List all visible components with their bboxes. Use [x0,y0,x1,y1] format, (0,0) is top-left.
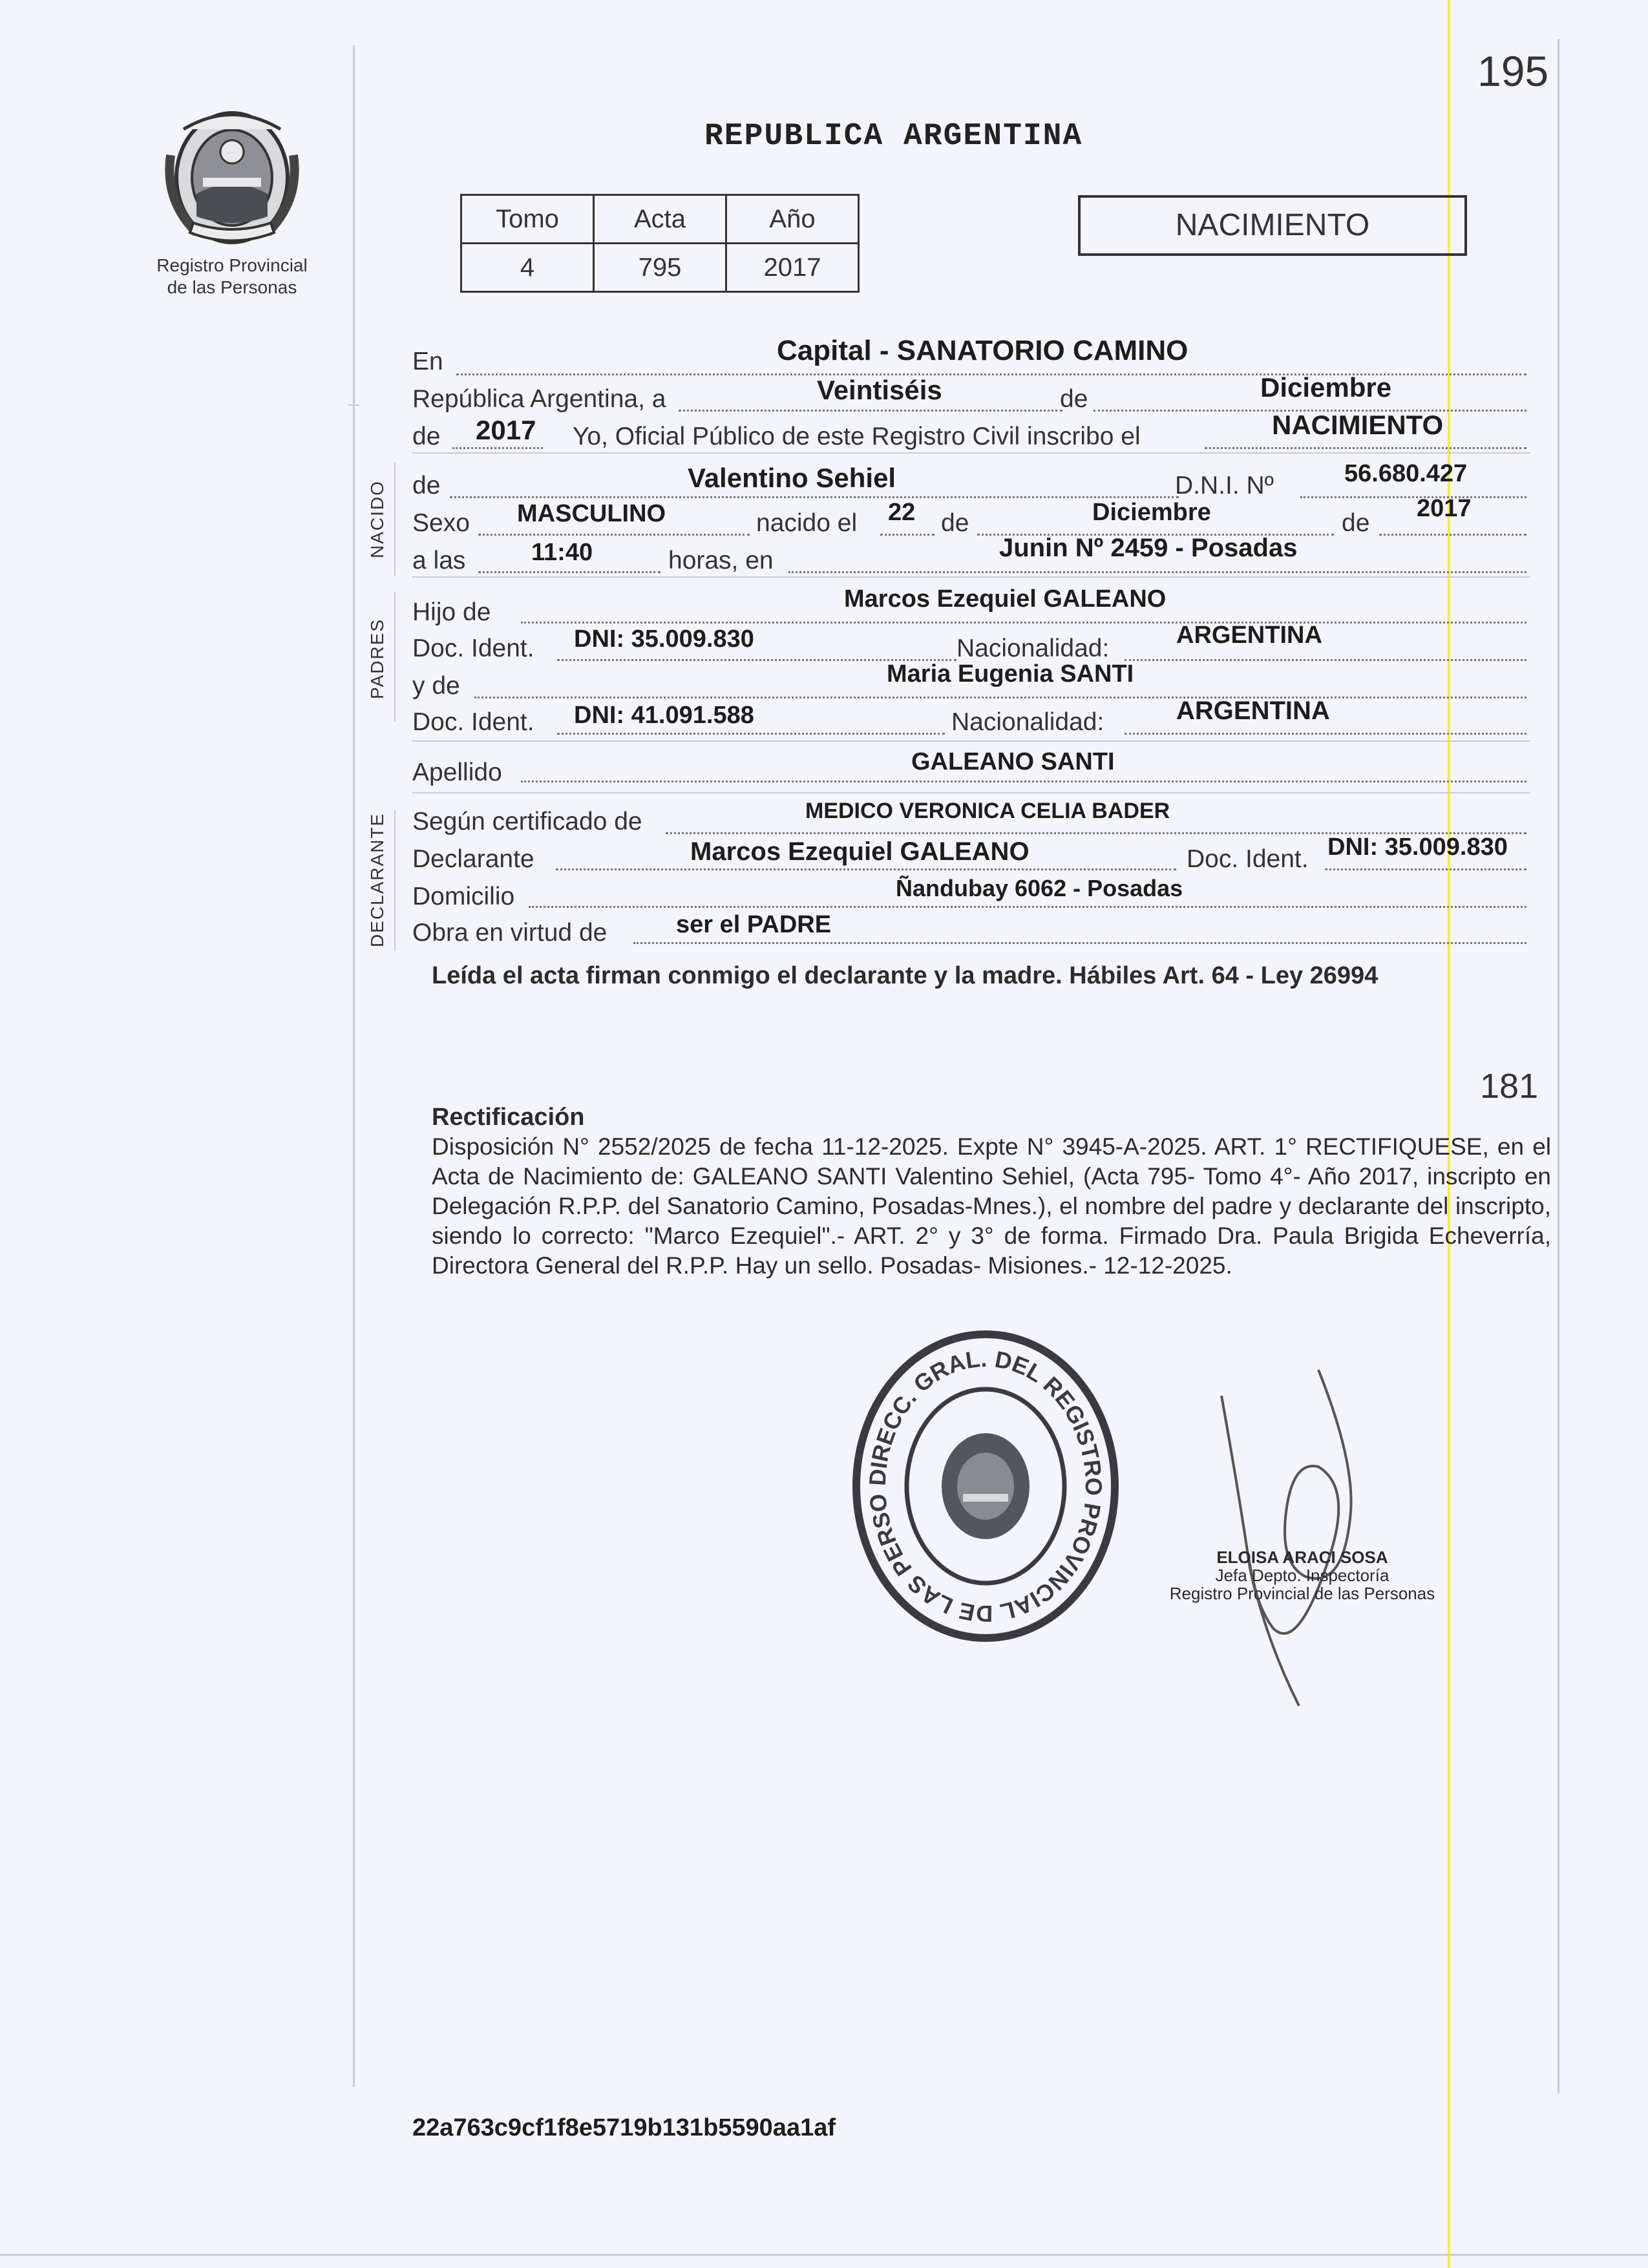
segun-label: Según certificado de [412,808,642,835]
dots [1125,733,1527,735]
dots [679,410,1062,412]
row-divider [412,576,1530,578]
dots [1300,496,1527,498]
dots [1325,868,1527,870]
registry-name [137,255,327,299]
mother-value: Maria Eugenia SANTI [887,660,1134,688]
dots [788,571,1527,573]
value-ano: 2017 [726,244,859,292]
row-divider [412,792,1530,793]
year-value: 2017 [476,415,536,445]
stamp-text: DIRECC. GRAL. DEL REGISTRO PROVINCIAL DE LAS PERSO [863,1345,1108,1628]
birth-place-value: Junin Nº 2459 - Posadas [999,534,1298,562]
month-value: Diciembre [1260,372,1392,403]
section-label-padres: PADRES [367,618,387,699]
value-tomo: 4 [461,244,594,292]
document-hash: 22a763c9cf1f8e5719b131b5590aa1af [412,2114,836,2141]
father-nat-value: ARGENTINA [1176,622,1322,649]
birth-time-value: 11:40 [531,539,593,566]
obra-value: ser el PADRE [676,911,832,938]
registry-line2: de las Personas [167,277,297,297]
header-tomo: Tomo [461,195,594,244]
place-value: Capital - SANATORIO CAMINO [777,335,1188,366]
day-words-value: Veintiséis [817,375,942,405]
obra-label: Obra en virtud de [412,919,607,947]
section-label-declarante: DECLARANTE [367,812,387,947]
doc3-label: Doc. Ident. [1187,845,1309,873]
father-value: Marcos Ezequiel GALEANO [844,585,1167,613]
declarant-value: Marcos Ezequiel GALEANO [690,837,1030,866]
nacido-label: nacido el [756,509,858,537]
dni-label: D.N.I. Nº [1175,472,1274,499]
de-name-label: de [412,472,441,499]
hijo-label: Hijo de [412,598,491,626]
mother-doc-value: DNI: 41.091.588 [574,702,754,729]
signature [1202,1357,1370,1719]
dots [529,906,1527,908]
dots [474,697,1527,698]
dots [880,534,935,536]
coat-of-arms-icon [158,103,306,252]
republica-label: República Argentina, a [412,385,666,413]
dots [1125,659,1527,661]
value-acta: 795 [594,244,726,292]
dots [521,781,1527,782]
header-acta: Acta [594,195,726,244]
dots [450,496,1179,498]
birth-year-value: 2017 [1417,495,1472,522]
acta-table [460,194,860,293]
nac2-label: Nacionalidad: [951,708,1104,736]
signatory-office: Registro Provincial de las Personas [1169,1584,1435,1603]
right-margin-line [1558,39,1559,2094]
stamp-seal-icon [840,1325,1131,1648]
dots [633,942,1527,944]
mother-nat-value: ARGENTINA [1176,697,1330,725]
a-las-label: a las [412,547,466,574]
de3-label: de [1342,509,1370,537]
yde-label: y de [412,672,460,700]
page-number: 195 [1477,47,1549,95]
child-name-value: Valentino Sehiel [688,463,896,493]
father-doc-value: DNI: 35.009.830 [574,625,754,653]
horas-label: horas, en [668,547,774,574]
declarante-bar [394,810,396,951]
registry-line1: Registro Provincial [156,255,308,275]
sexo-value: MASCULINO [517,500,666,527]
domicilio-label: Domicilio [412,883,515,910]
row-divider [412,740,1530,742]
doc-label: Doc. Ident. [412,635,534,662]
declarant-doc-value: DNI: 35.009.830 [1327,834,1508,861]
official-stamp [840,1325,1131,1648]
de-year-label: de [412,423,441,450]
birth-day-value: 22 [888,499,916,526]
rectificacion-body: Disposición N° 2552/2025 de fecha 11-12-2025. Expte N° 3945-A-2025. ART. 1° RECTIFIQUESE, en el Acta de Nacimiento de: GALEANO SANTI Valentino Sehiel, (Acta 795- Tomo 4°- Año 2017, inscripto en Delegación R.P.P. del Sanatorio Camino, Posadas-Mnes.), el nombre del padre y declarante del inscripto, siendo lo correcto: "Marco Ezequiel".- ART. 2° y 3° de forma. Firmado Dra. Paula Brigida Echeverría, Directora General del R.P.P. Hay un sello. Posadas- Misiones.- 12-12-2025. [432,1133,1551,1279]
header-ano: Año [726,195,859,244]
inscribe-type-value: NACIMIENTO [1272,410,1444,440]
de2-label: de [941,509,969,537]
signatory-role: Jefa Depto. Inspectoría [1215,1566,1389,1585]
province-logo [158,103,306,252]
country-title: REPUBLICA ARGENTINA [704,119,1083,154]
signature-scribble-icon [1202,1357,1370,1719]
tick-mark [348,404,359,406]
dots [556,868,1176,870]
signatory-name: ELOISA ARACI SOSA [1216,1548,1388,1567]
closing-text: Leída el acta firman conmigo el declarante y la madre. Hábiles Art. 64 - Ley 26994 [432,962,1379,989]
de-label: de [1060,385,1088,413]
surname-value: GALEANO SANTI [911,748,1115,775]
rect-number: 181 [1480,1067,1539,1106]
dots [478,571,660,573]
birth-month-value: Diciembre [1092,499,1211,526]
dots [1205,447,1527,449]
act-type-box: NACIMIENTO [1078,195,1467,256]
address-value: Ñandubay 6062 - Posadas [896,875,1183,901]
section-label-nacido: NACIDO [367,480,387,558]
en-label: En [412,348,443,375]
dots [478,534,750,536]
bottom-line [0,2254,1648,2256]
dots [557,733,945,735]
apellido-label: Apellido [412,759,502,786]
dots [521,622,1527,624]
sexo-label: Sexo [412,509,470,537]
signature-block [1150,1548,1454,1602]
oficial-text: Yo, Oficial Público de este Registro Civil inscribo el [573,423,1141,450]
doc2-label: Doc. Ident. [412,708,534,736]
left-margin-line [353,45,355,2087]
dots [452,447,543,449]
certificate-value: MEDICO VERONICA CELIA BADER [805,799,1170,823]
rectificacion-title: Rectificación [432,1104,585,1131]
dni-value: 56.680.427 [1344,460,1468,487]
row-divider [412,452,1530,454]
dots [1379,534,1527,536]
declarante-label: Declarante [412,845,534,873]
nacido-bar [394,463,396,576]
padres-bar [394,592,396,721]
nac-label: Nacionalidad: [956,635,1110,662]
